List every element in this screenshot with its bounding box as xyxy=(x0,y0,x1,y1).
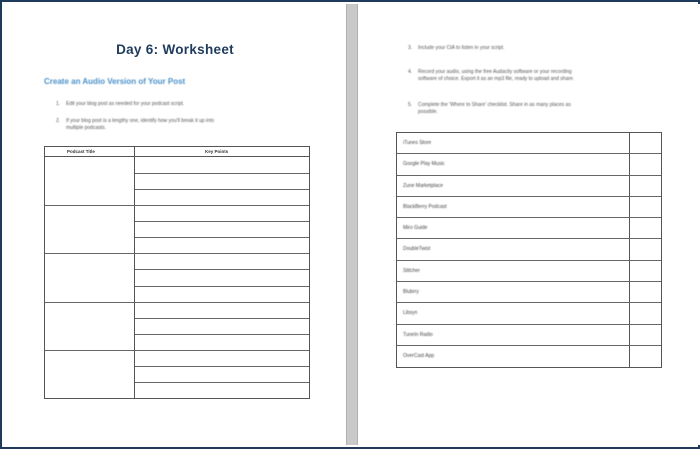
checklist-row: iTunes Store xyxy=(397,133,661,154)
podcast-table xyxy=(44,146,310,399)
checkbox-cell[interactable] xyxy=(629,282,661,302)
checkbox-cell[interactable] xyxy=(629,154,661,174)
block-divider xyxy=(45,350,309,351)
page-title: Day 6: Worksheet xyxy=(116,42,234,57)
checklist-row: Miro Guide xyxy=(397,218,661,239)
page-gutter xyxy=(346,4,358,445)
key-point-line xyxy=(135,269,309,270)
checkbox-cell[interactable] xyxy=(629,197,661,217)
step-3: 3. Include your CtA to listen in your script. xyxy=(408,45,505,51)
checkbox-cell[interactable] xyxy=(629,303,661,323)
key-point-line xyxy=(135,286,309,287)
key-point-line xyxy=(135,189,309,190)
podcast-table-header xyxy=(45,147,309,157)
header-podcast-title: Podcast Title xyxy=(67,149,95,154)
block-divider xyxy=(45,253,309,254)
right-page xyxy=(358,4,700,445)
checkbox-cell[interactable] xyxy=(629,346,661,367)
checklist-row: BlackBerry Podcast xyxy=(397,197,661,218)
checklist-row: Stitcher xyxy=(397,261,661,282)
key-point-line xyxy=(135,173,309,174)
key-point-line xyxy=(135,366,309,367)
checkbox-cell[interactable] xyxy=(629,133,661,153)
key-point-line xyxy=(135,318,309,319)
block-divider xyxy=(45,205,309,206)
share-checklist xyxy=(396,132,662,368)
left-page xyxy=(4,4,346,445)
step-1: 1. Edit your blog post as needed for your podcast script. xyxy=(56,101,185,107)
header-key-points: Key Points xyxy=(205,149,229,154)
checklist-row: Zune Marketplace xyxy=(397,176,661,197)
checkbox-cell[interactable] xyxy=(629,261,661,281)
column-divider xyxy=(134,147,135,398)
checklist-row: DoubleTwist xyxy=(397,239,661,260)
checklist-row: Blubrry xyxy=(397,282,661,303)
checkbox-cell[interactable] xyxy=(629,239,661,259)
key-point-line xyxy=(135,221,309,222)
key-point-line xyxy=(135,382,309,383)
checklist-row: Libsyn xyxy=(397,303,661,324)
step-5: 5. Complete the 'Where to Share' checklist. Share in as many places as possible. xyxy=(408,102,571,115)
section-subtitle: Create an Audio Version of Your Post xyxy=(44,77,186,86)
checkbox-cell[interactable] xyxy=(629,176,661,196)
key-point-line xyxy=(135,334,309,335)
checklist-row: Google Play Music xyxy=(397,154,661,175)
checkbox-cell[interactable] xyxy=(629,218,661,238)
key-point-line xyxy=(135,237,309,238)
step-2: 2. If your blog post is a lengthy one, identify how you'll break it up into multiple podcasts. xyxy=(56,118,214,131)
checkbox-cell[interactable] xyxy=(629,325,661,345)
checklist-row: TuneIn Radio xyxy=(397,325,661,346)
checklist-row: OverCast App xyxy=(397,346,661,367)
step-4: 4. Record your audio, using the free Audacity software or your recording software of choice. Export it as an mp3 file, ready to upload and share. xyxy=(408,69,575,82)
block-divider xyxy=(45,302,309,303)
